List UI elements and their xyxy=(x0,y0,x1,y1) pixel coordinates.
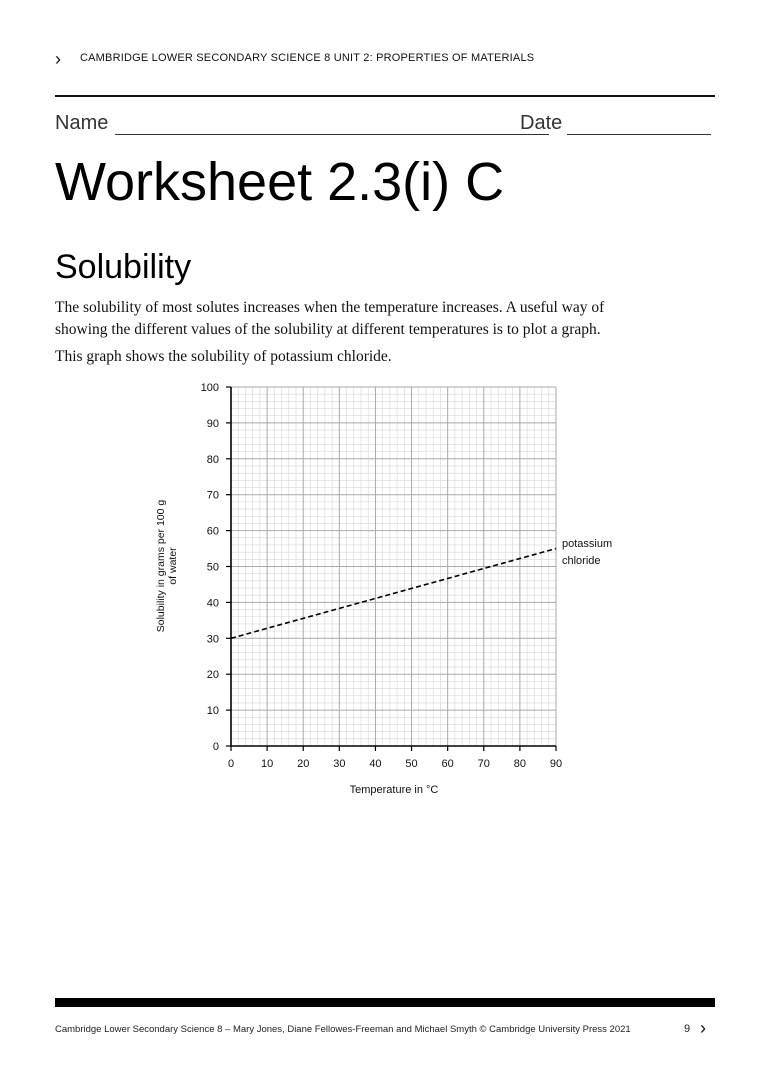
tick-labels xyxy=(201,382,562,770)
y-tick-label: 90 xyxy=(206,417,219,430)
y-axis-label-line2: of water xyxy=(167,547,179,585)
y-axis-label-group xyxy=(155,500,179,633)
series-group xyxy=(231,549,556,639)
x-tick-label: 90 xyxy=(549,758,563,770)
series-line-potassium-chloride xyxy=(231,549,556,639)
date-field-line[interactable] xyxy=(567,134,711,135)
y-axis-label-line1: Solubility in grams per 100 g xyxy=(155,499,167,633)
series-label-line2: chloride xyxy=(562,555,601,567)
series-label-line1: potassium xyxy=(562,538,613,550)
x-tick-label: 70 xyxy=(477,758,490,770)
major-grid xyxy=(231,387,556,746)
x-tick-label: 30 xyxy=(333,758,346,770)
x-tick-label: 80 xyxy=(513,758,527,770)
footer-credit: Cambridge Lower Secondary Science 8 – Mary Jones, Diane Fellowes-Freeman and Michael Smyth © Cambridge University Press 2021 xyxy=(55,1024,631,1035)
y-tick-label: 30 xyxy=(206,633,219,646)
y-tick-label: 40 xyxy=(206,597,219,610)
name-label: Name xyxy=(55,112,109,134)
x-axis-label: Temperature in °C xyxy=(349,784,439,796)
worksheet-title: Worksheet 2.3(i) C xyxy=(55,152,505,212)
y-tick-label: 50 xyxy=(206,561,219,574)
chevron-right-icon: › xyxy=(55,49,61,69)
graph-intro-paragraph: This graph shows the solubility of potassium chloride. xyxy=(55,348,392,365)
x-tick-label: 20 xyxy=(297,758,310,770)
solubility-chart xyxy=(150,375,620,805)
tick-marks xyxy=(226,387,556,751)
chevron-right-icon[interactable]: › xyxy=(700,1018,706,1038)
page-header xyxy=(55,48,715,70)
y-tick-label: 80 xyxy=(206,453,219,466)
footer-bar xyxy=(55,998,715,1007)
chart-svg xyxy=(150,375,620,805)
y-tick-label: 0 xyxy=(212,741,219,753)
x-tick-label: 60 xyxy=(441,758,454,770)
header-rule xyxy=(55,95,715,97)
name-field-line[interactable] xyxy=(115,134,549,135)
x-tick-label: 50 xyxy=(405,758,418,770)
y-tick-label: 20 xyxy=(206,669,219,682)
y-tick-label: 100 xyxy=(200,382,219,394)
intro-paragraph: The solubility of most solutes increases when the temperature increases. A useful way of showing the different values of the solubility at different temperatures is to plot a graph. xyxy=(55,299,605,338)
y-tick-label: 10 xyxy=(206,705,219,718)
header-title: CAMBRIDGE LOWER SECONDARY SCIENCE 8 UNIT 2: PROPERTIES OF MATERIALS xyxy=(80,52,535,64)
x-tick-label: 40 xyxy=(369,758,382,770)
section-title: Solubility xyxy=(55,248,192,286)
page-number: 9 xyxy=(684,1023,691,1035)
y-tick-label: 70 xyxy=(206,489,219,502)
y-tick-label: 60 xyxy=(206,525,219,538)
x-tick-label: 0 xyxy=(227,758,235,770)
x-tick-label: 10 xyxy=(260,758,274,770)
date-label: Date xyxy=(520,112,563,134)
